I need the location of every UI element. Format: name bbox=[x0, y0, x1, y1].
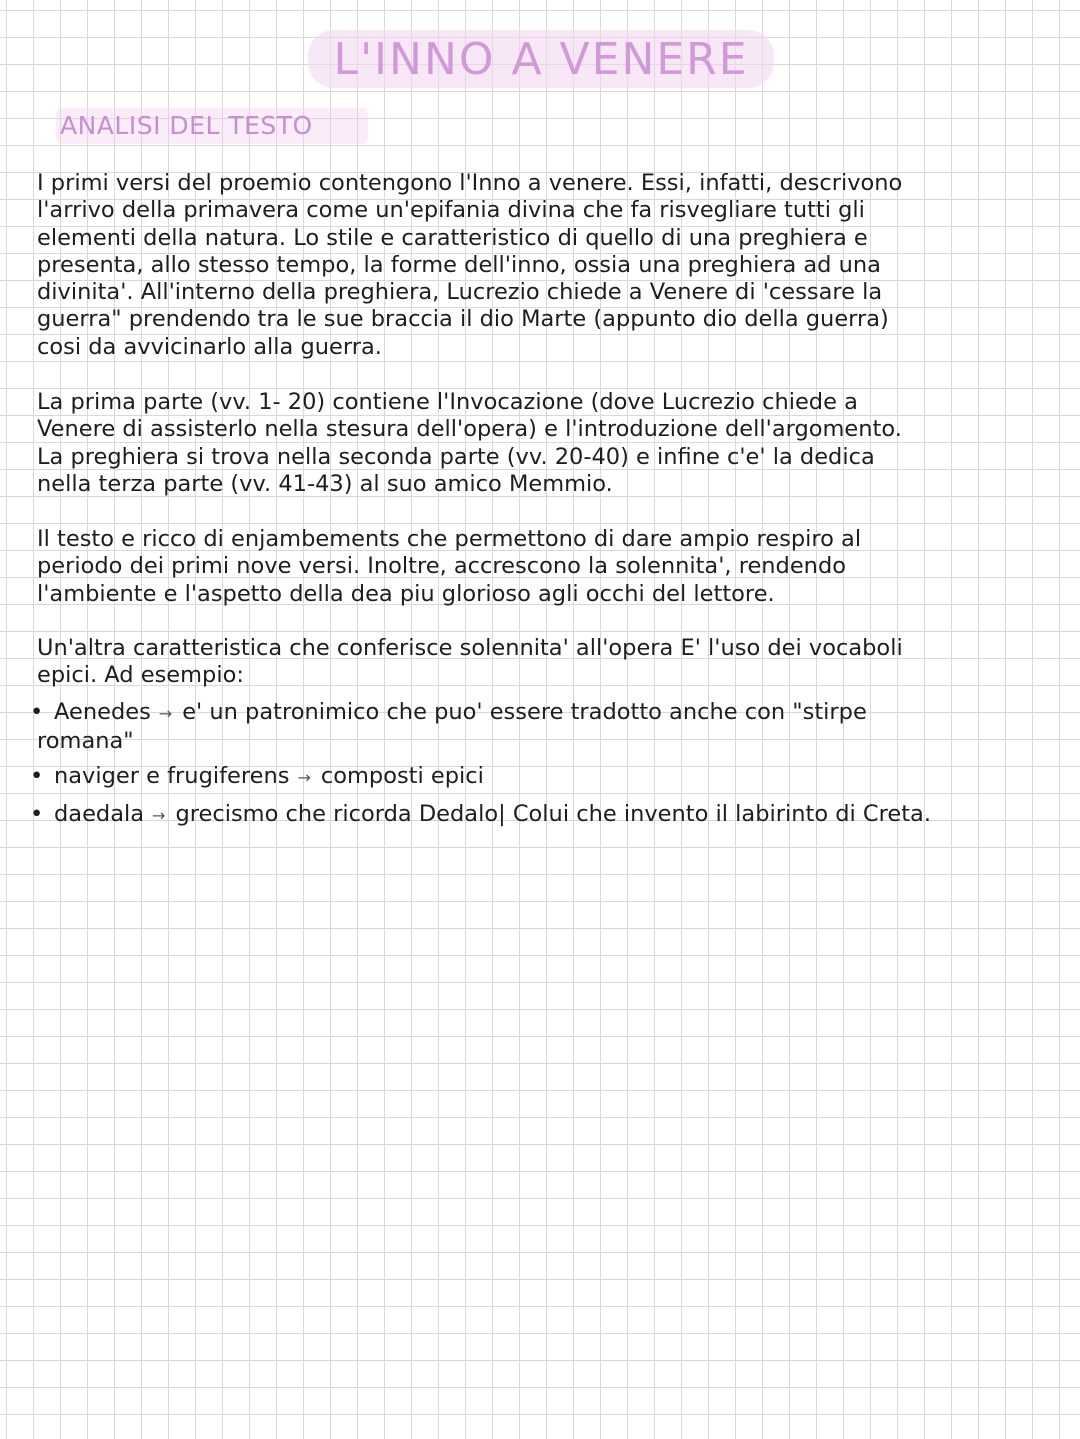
text-line: l'ambiente e l'aspetto della dea piu glorioso agli occhi del lettore. bbox=[37, 580, 775, 607]
paragraph-vocabulary bbox=[37, 635, 1067, 690]
text-line: divinita'. All'interno della preghiera, Lucrezio chiede a Venere di 'cessare la bbox=[37, 279, 883, 306]
list-term: naviger e frugiferens bbox=[54, 763, 290, 789]
bullet-icon: • bbox=[30, 801, 44, 827]
list-item bbox=[30, 698, 1070, 728]
bullet-icon: • bbox=[30, 763, 44, 789]
list-item bbox=[30, 800, 1070, 830]
list-description: grecismo che ricorda Dedalo| Colui che invento il labirinto di Creta. bbox=[175, 801, 932, 827]
section-heading: ANALISI DEL TESTO bbox=[60, 111, 313, 140]
text-line: periodo dei primi nove versi. Inoltre, accrescono la solennita', rendendo bbox=[37, 553, 846, 580]
arrow-right-icon: → bbox=[297, 768, 311, 787]
subtitle-highlight bbox=[56, 108, 368, 144]
page-title: L'INNO A VENERE bbox=[333, 34, 749, 85]
list-item bbox=[30, 762, 1070, 792]
text-line: La prima parte (vv. 1- 20) contiene l'Invocazione (dove Lucrezio chiede a bbox=[37, 389, 858, 415]
text-line: Il testo e ricco di enjambements che permettono di dare ampio respiro al bbox=[37, 526, 862, 552]
paragraph-enjambements bbox=[37, 526, 1067, 608]
text-line: Venere di assisterlo nella stesura dell'opera) e l'introduzione dell'argomento. bbox=[37, 416, 902, 443]
list-description: composti epici bbox=[320, 763, 484, 789]
title-highlight bbox=[308, 30, 774, 88]
list-term: Aenedes bbox=[54, 699, 151, 725]
text-line: cosi da avvicinarlo alla guerra. bbox=[37, 333, 382, 360]
text-line: l'arrivo della primavera come un'epifania divina che fa risvegliare tutti gli bbox=[37, 197, 865, 224]
list-description: romana" bbox=[37, 728, 134, 754]
text-line: I primi versi del proemio contengono l'Inno a venere. Essi, infatti, descrivono bbox=[37, 170, 903, 196]
list-item-continuation bbox=[37, 727, 1077, 756]
text-line: epici. Ad esempio: bbox=[37, 662, 244, 689]
arrow-right-icon: → bbox=[152, 806, 166, 825]
text-line: La preghiera si trova nella seconda parte (vv. 20-40) e infine c'e' la dedica bbox=[37, 443, 875, 470]
text-line: guerra" prendendo tra le sue braccia il dio Marte (appunto dio della guerra) bbox=[37, 306, 889, 333]
list-description: e' un patronimico che puo' essere tradotto anche con "stirpe bbox=[182, 699, 867, 725]
arrow-right-icon: → bbox=[158, 704, 173, 723]
list-term: daedala bbox=[54, 801, 145, 827]
text-line: nella terza parte (vv. 41-43) al suo amico Memmio. bbox=[37, 470, 613, 497]
paragraph-intro bbox=[37, 170, 1067, 361]
text-line: presenta, allo stesso tempo, la forme dell'inno, ossia una preghiera ad una bbox=[37, 251, 881, 278]
text-line: Un'altra caratteristica che conferisce solennita' all'opera E' l'uso dei vocaboli bbox=[37, 635, 903, 661]
paragraph-structure bbox=[37, 389, 1067, 498]
bullet-icon: • bbox=[30, 699, 44, 725]
text-line: elementi della natura. Lo stile e caratteristico di quello di una preghiera e bbox=[37, 224, 868, 251]
